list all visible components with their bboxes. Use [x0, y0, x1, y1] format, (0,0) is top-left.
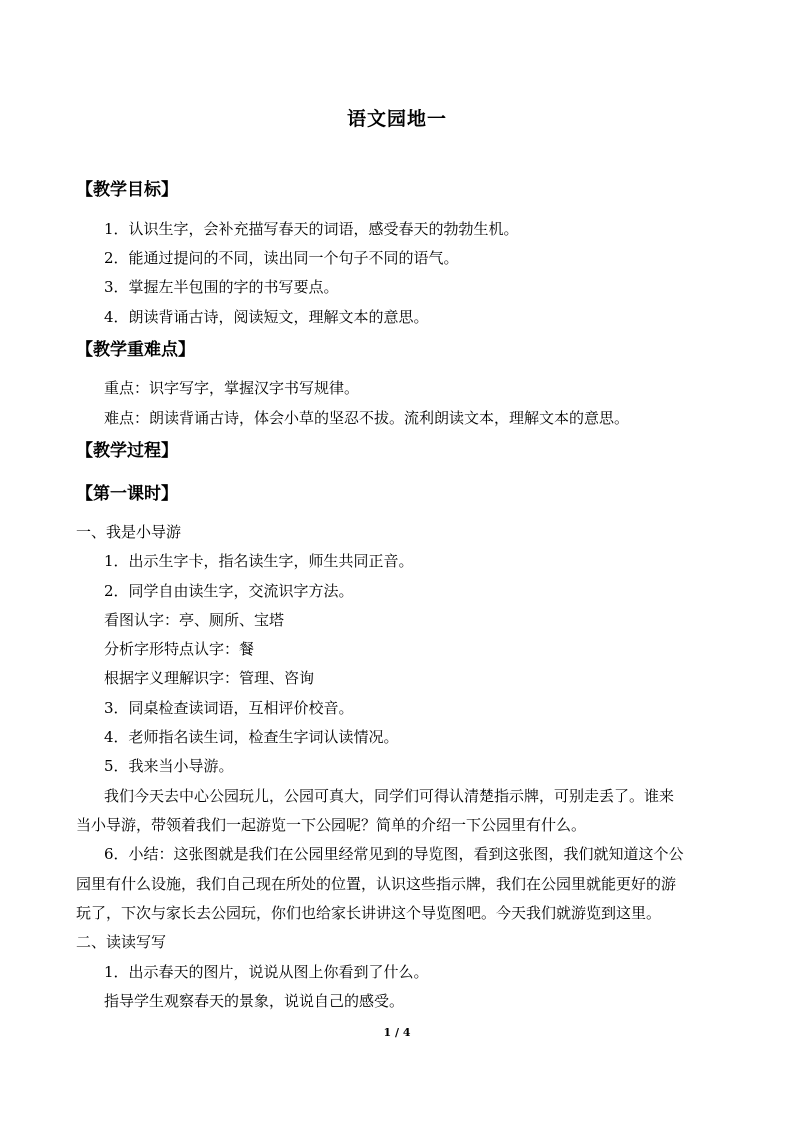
part1-line: 3．同桌检查读词语，互相评价校音。: [104, 699, 354, 717]
paragraph-line: 当小导游，带领着我们一起游览一下公园呢？简单的介绍一下公园里有什么。: [76, 816, 587, 834]
key-point: 难点：朗读背诵古诗，体会小草的坚忍不拔。流利朗读文本，理解文本的意思。: [104, 409, 630, 427]
page-title: 语文园地一: [346, 108, 447, 130]
part2-line: 1．出示春天的图片，说说从图上你看到了什么。: [104, 963, 429, 981]
goal-item: 4．朗读背诵古诗，阅读短文，理解文本的意思。: [104, 308, 429, 326]
section-goals: 【教学目标】: [76, 180, 178, 200]
section-lesson-1: 【第一课时】: [76, 484, 178, 504]
paragraph-line: 6．小结：这张图就是我们在公园里经常见到的导览图，看到这张图，我们就知道这个公: [104, 845, 684, 863]
paragraph-line: 园里有什么设施，我们自己现在所处的位置，认识这些指示牌，我们在公园里就能更好的游: [76, 875, 677, 893]
key-point: 重点：识字写字，掌握汉字书写规律。: [104, 379, 360, 397]
paragraph-line: 玩了，下次与家长去公园玩，你们也给家长讲讲这个导览图吧。今天我们就游览到这里。: [76, 904, 662, 922]
part2-heading: 二、读读写写: [76, 933, 167, 951]
part1-line: 分析字形特点认字：餐: [104, 640, 255, 658]
goal-item: 2．能通过提问的不同，读出同一个句子不同的语气。: [104, 249, 459, 267]
section-process: 【教学过程】: [76, 441, 178, 461]
goal-item: 3．掌握左半包围的字的书写要点。: [104, 278, 339, 296]
goal-item: 1．认识生字，会补充描写春天的词语，感受春天的勃勃生机。: [104, 220, 519, 238]
part1-line: 1．出示生字卡，指名读生字，师生共同正音。: [104, 552, 414, 570]
part1-line: 根据字义理解识字：管理、咨询: [104, 669, 315, 687]
paragraph-line: 我们今天去中心公园玩儿，公园可真大，同学们可得认清楚指示牌，可别走丢了。谁来: [104, 787, 675, 805]
part1-line: 2．同学自由读生字，交流识字方法。: [104, 582, 354, 600]
part1-heading: 一、我是小导游: [76, 523, 182, 541]
part1-line: 5．我来当小导游。: [104, 757, 234, 775]
part1-line: 4．老师指名读生词，检查生字词认读情况。: [104, 728, 399, 746]
part1-line: 看图认字：亭、厕所、宝塔: [104, 611, 285, 629]
part2-line: 指导学生观察春天的景象，说说自己的感受。: [104, 992, 405, 1010]
section-key-points: 【教学重难点】: [76, 340, 195, 360]
page-number: 1 / 4: [383, 1026, 411, 1039]
